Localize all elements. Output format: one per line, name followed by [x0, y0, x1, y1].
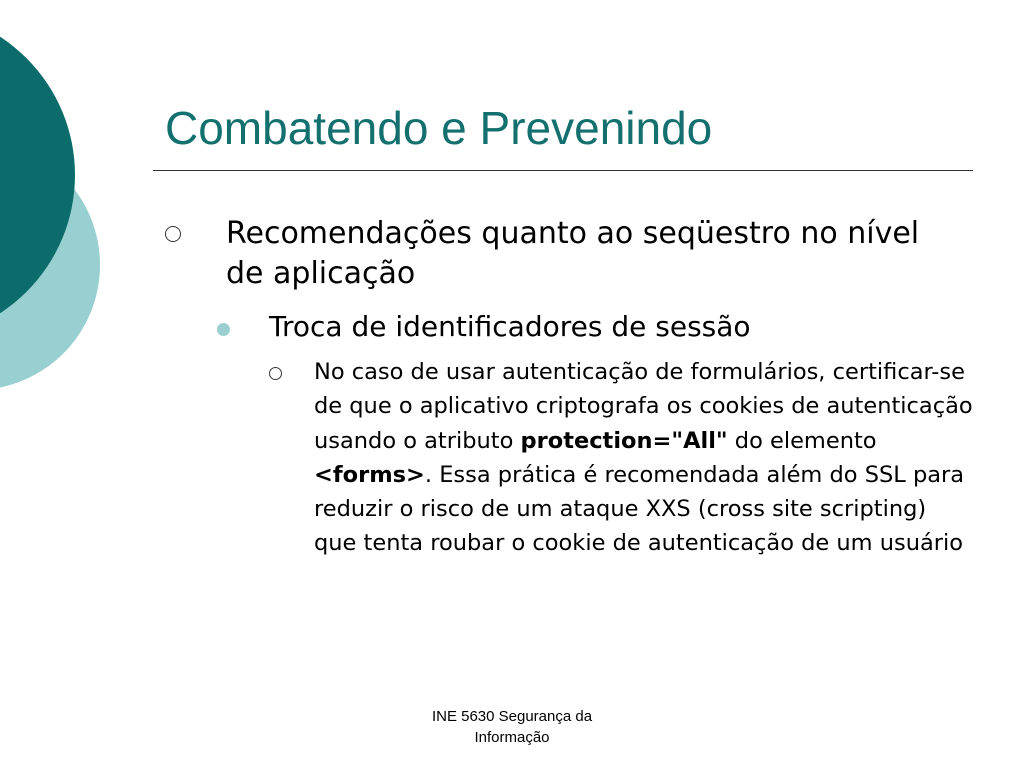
bullet-level3-text: No caso de usar autenticação de formulários, certificar-se de que o aplicativo criptografa os cookies de autenticação usando o atributo [314, 359, 973, 454]
bullet-level3-text: . Essa prática é recomendada além do SSL para reduzir o risco de um ataque XXS (cross site scripting) que tenta roubar o cookie de autenticação de um usuário [314, 461, 965, 557]
hollow-bullet-icon [269, 367, 282, 380]
hollow-bullet-icon [165, 226, 181, 242]
footer-line2: Informação [474, 729, 550, 746]
slide-title: Combatendo e Prevenindo [165, 102, 713, 154]
bullet-level3-text: do elemento [727, 427, 877, 454]
bullet-level2: Troca de identificadores de sessão [269, 310, 751, 343]
bullet-level1: Recomendações quanto ao seqüestro no nível de aplicação [226, 216, 920, 291]
bold-attribute-text: protection="All" [520, 427, 728, 454]
bullet-level3 [314, 355, 974, 561]
title-divider [153, 170, 973, 171]
filled-bullet-icon [217, 323, 230, 336]
bold-element-text: <forms> [314, 461, 425, 488]
footer-line1: INE 5630 Segurança da [431, 708, 593, 725]
footer [392, 706, 632, 748]
